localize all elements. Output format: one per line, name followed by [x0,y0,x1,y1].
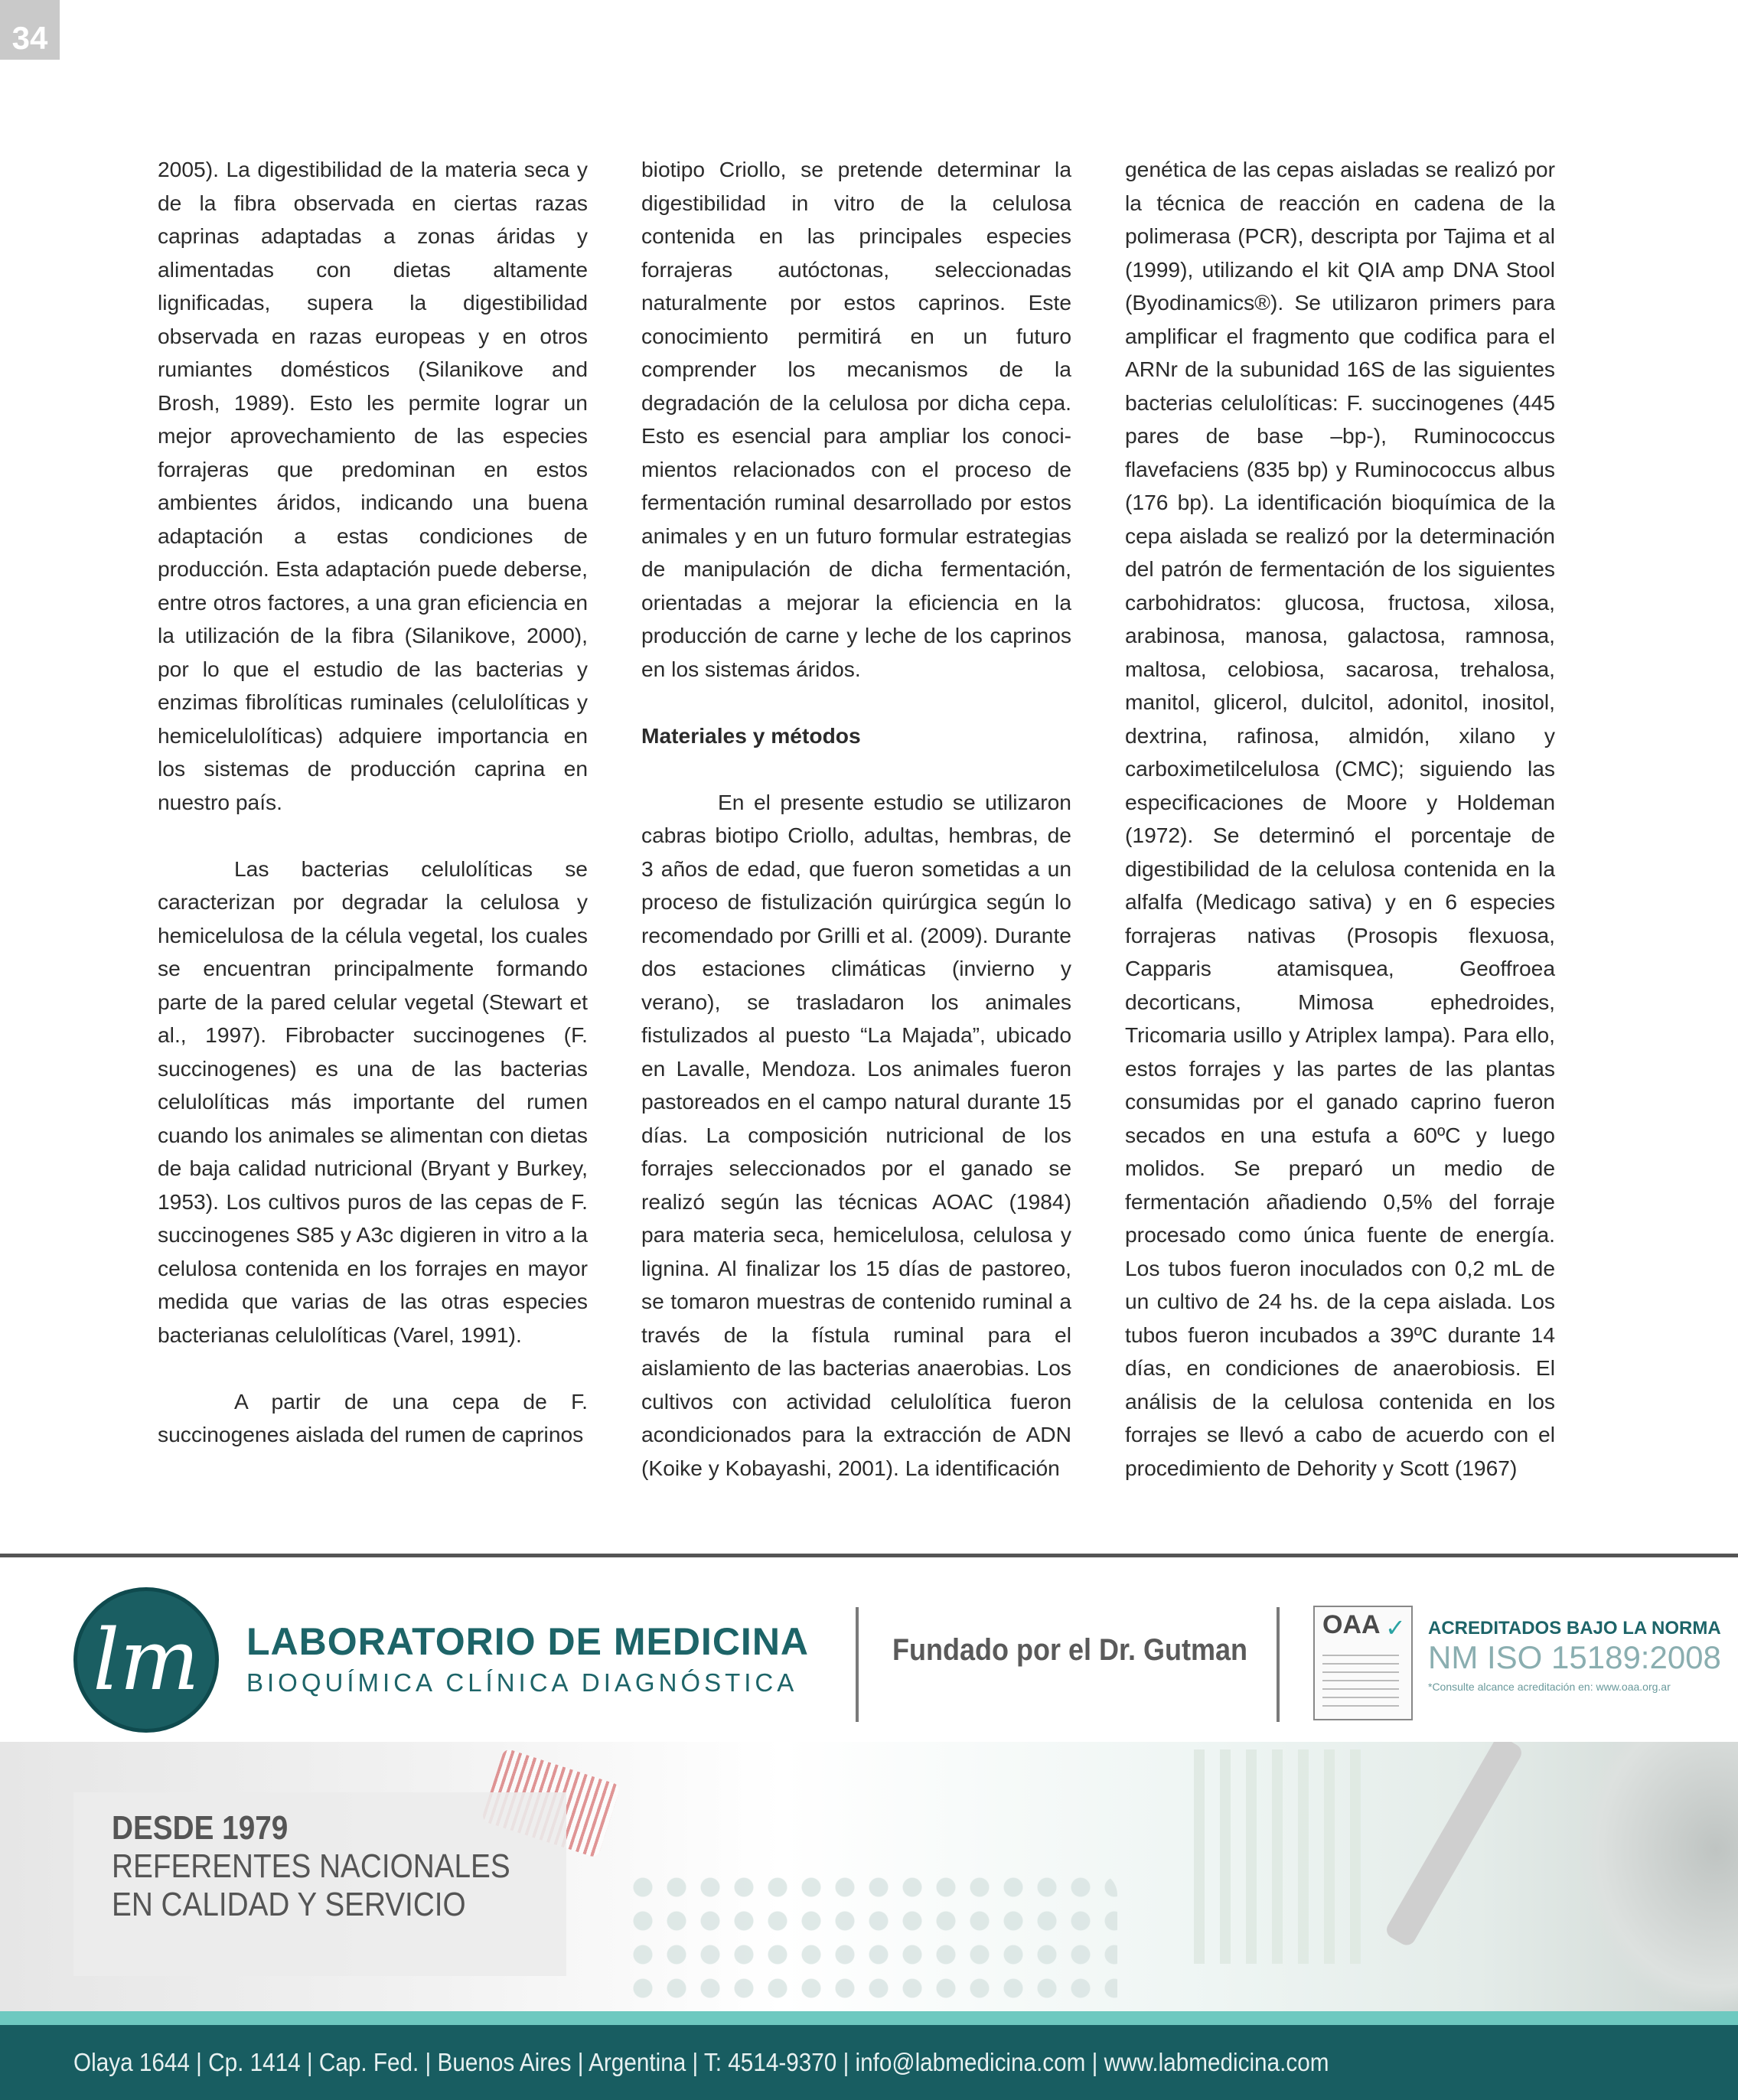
slogan-banner [73,1792,566,1976]
paragraph-gap [158,1352,588,1385]
slogan-line-1: DESDE 1979 [112,1809,289,1847]
seal-lines [1322,1655,1399,1708]
slogan-line-2: REFERENTES NACIONALES [112,1847,510,1885]
pipette-tips-graphic [1194,1749,1362,1964]
lab-logo-monogram: lm [93,1611,200,1709]
text-column-2 [641,153,1071,1485]
paragraph-gap [641,686,1071,719]
slogan-line-3: EN CALIDAD Y SERVICIO [112,1886,466,1923]
ad-separator [1277,1607,1280,1722]
paragraph: En el presente estudio se utilizaron cabras biotipo Criollo, adultas, hembras, de 3 años de edad, que fueron sometidas a un proceso de fistulización quirúrgica según lo recomendado por Grilli et al. (2009). Durante dos estaciones climáticas (invierno y verano), se trasladaron los animales fistulizados al puesto “La Majada”, ubicado en Lavalle, Mendoza. Los animales fueron pastoreados en el campo natural durante 15 días. La composición nutricional de los forrajes seleccionados por el ganado se realizó según las técnicas AOAC (1984) para materia seca, hemicelulosa, celulosa y lignina. Al finalizar los 15 días de pastoreo, se tomaron muestras de contenido ruminal a través de la fístula ruminal para el aislamiento de las bacterias anaerobias. Los cultivos con actividad celulolítica fueron acondicionados para la extracción de ADN (Koike y Kobayashi, 2001). La identificación [641,789,1071,1480]
pipette-graphic [1384,1742,1525,1948]
paragraph: biotipo Criollo, se pretende determinar la digestibilidad in vitro de la celulosa contenida en las principales especies forrajeras autóctonas, seleccionadas naturalmente por estos caprinos. Este conocimiento permitirá en un futuro comprender los mecanismos de la degradación de la celulosa por dicha cepa. Esto es esencial para ampliar los conoci-mientos relacionados con el proceso de fermentación ruminal desarrollado por estos animales y en un futuro formular estrategias de manipulación de dicha fermentación, orientadas a mejorar la eficiencia en la producción de carne y leche de los caprinos en los sistemas áridos. [641,157,1071,681]
accreditation-line-2: NM ISO 15189:2008 [1428,1639,1721,1675]
advertisement [0,1554,1738,2100]
contact-info: Olaya 1644 | Cp. 1414 | Cap. Fed. | Buenos Aires | Argentina | T: 4514-9370 | info@labmedicina.com | www.labmedicina.com [73,2048,1329,2076]
accent-strip [0,2011,1738,2025]
contact-footer [0,2025,1738,2100]
ad-separator [856,1607,859,1722]
paragraph: genética de las cepas aisladas se realizó por la técnica de reacción en cadena de la polimerasa (PCR), descripta por Tajima et al (1999), utilizando el kit QIA amp DNA Stool (Byodinamics®). Se utilizaron primers para amplificar el fragmento que codifica para el ARNr de la subunidad 16S de las siguientes bacterias celulolíticas: F. succinogenes (445 pares de base –bp-), Ruminococcus flavefaciens (835 bp) y Ruminococcus albus (176 bp). La identificación bioquímica de la cepa aislada se realizó por la determinación del patrón de fermentación de los siguientes carbohidratos: glucosa, fructosa, xilosa, arabinosa, manosa, galactosa, ramnosa, maltosa, celobiosa, sacarosa, trehalosa, manitol, glicerol, dulcitol, adonitol, inositol, dextrina, rafinosa, almidón, xilano y carboximetilcelulosa (CMC); siguiendo las especificaciones de Moore y Holdeman (1972). Se determinó el porcentaje de digestibilidad de la celulosa contenida en la alfalfa (Medicago sativa) y en 6 especies forrajeras nativas (Prosopis flexuosa, Capparis atamisquea, Geoffroea decorticans, Mimosa ephedroides, Tricomaria usillo y Atriplex lampa). Para ello, estos forrajes y las partes de las plantas consumidas por el ganado caprino fueron secados en una estufa a 60ºC y luego molidos. Se preparó un medio de fermentación añadiendo 0,5% del forraje procesado como única fuente de energía. Los tubos fueron inoculados con 0,2 mL de un cultivo de 24 hs. de la cepa aislada. Los tubos fueron incubados a 39ºC durante 14 días, en condiciones de anaerobiosis. El análisis de la celulosa contenida en los forrajes se llevó a cabo de acuerdo con el procedimiento de Dehority y Scott (1967) [1125,157,1555,1480]
oaa-label: OAA [1322,1610,1381,1639]
well-plate-graphic [628,1872,1117,2011]
paragraph: A partir de una cepa de F. succinogenes aislada del rumen de caprinos [158,1388,588,1446]
section-heading: Materiales y métodos [641,722,861,748]
oaa-seal [1313,1606,1413,1720]
text-column-3 [1125,153,1555,1485]
paragraph-gap [641,752,1071,786]
founded-by: Fundado por el Dr. Gutman [892,1633,1248,1667]
paragraph: Las bacterias celulolíticas se caracterizan por degradar la celulosa y hemicelulosa de la célula vegetal, los cuales se encuentran principalmente formando parte de la pared celular vegetal (Stewart et al., 1997). Fibrobacter succinogenes (F. succinogenes) es una de las bacterias celulolíticas más importante del rumen cuando los animales se alimentan con dietas de baja calidad nutricional (Bryant y Burkey, 1953). Los cultivos puros de las cepas de F. succinogenes S85 y A3c digieren in vitro a la celulosa contenida en los forrajes en mayor medida que varias de las otras especies bacterianas celulolíticas (Varel, 1991). [158,856,588,1347]
paragraph-gap [158,819,588,853]
paragraph: 2005). La digestibilidad de la materia seca y de la fibra observada en ciertas razas caprinas adaptadas a zonas áridas y alimentadas con dietas altamente lignificadas, supera la digestibilidad observada en razas europeas y en otros rumiantes domésticos (Silanikove and Brosh, 1989). Esto les permite lograr un mejor aprovechamiento de las especies forrajeras que predominan en estos ambientes áridos, indicando una buena adaptación a estas condiciones de producción. Esta adaptación puede deberse, entre otros factores, a una gran eficiencia en la utilización de la fibra (Silanikove, 2000), por lo que el estudio de las bacterias y enzimas fibrolíticas ruminales (celulolíticas y hemicelulolíticas) adquiere importancia en los sistemas de producción caprina en nuestro país. [158,157,588,814]
technician-graphic [1577,1742,1738,2011]
page-number: 34 [0,0,60,60]
accreditation-line-3: *Consulte alcance acreditación en: www.oaa.org.ar [1428,1681,1671,1693]
ad-divider [0,1554,1738,1557]
lab-photo [0,1742,1738,2011]
text-column-1 [158,153,588,1452]
lab-subtitle: BIOQUÍMICA CLÍNICA DIAGNÓSTICA [246,1668,798,1697]
accreditation-line-1: ACREDITADOS BAJO LA NORMA [1428,1618,1721,1639]
check-icon: ✓ [1385,1614,1406,1642]
lab-title: LABORATORIO DE MEDICINA [246,1620,810,1663]
lab-logo [73,1587,219,1733]
